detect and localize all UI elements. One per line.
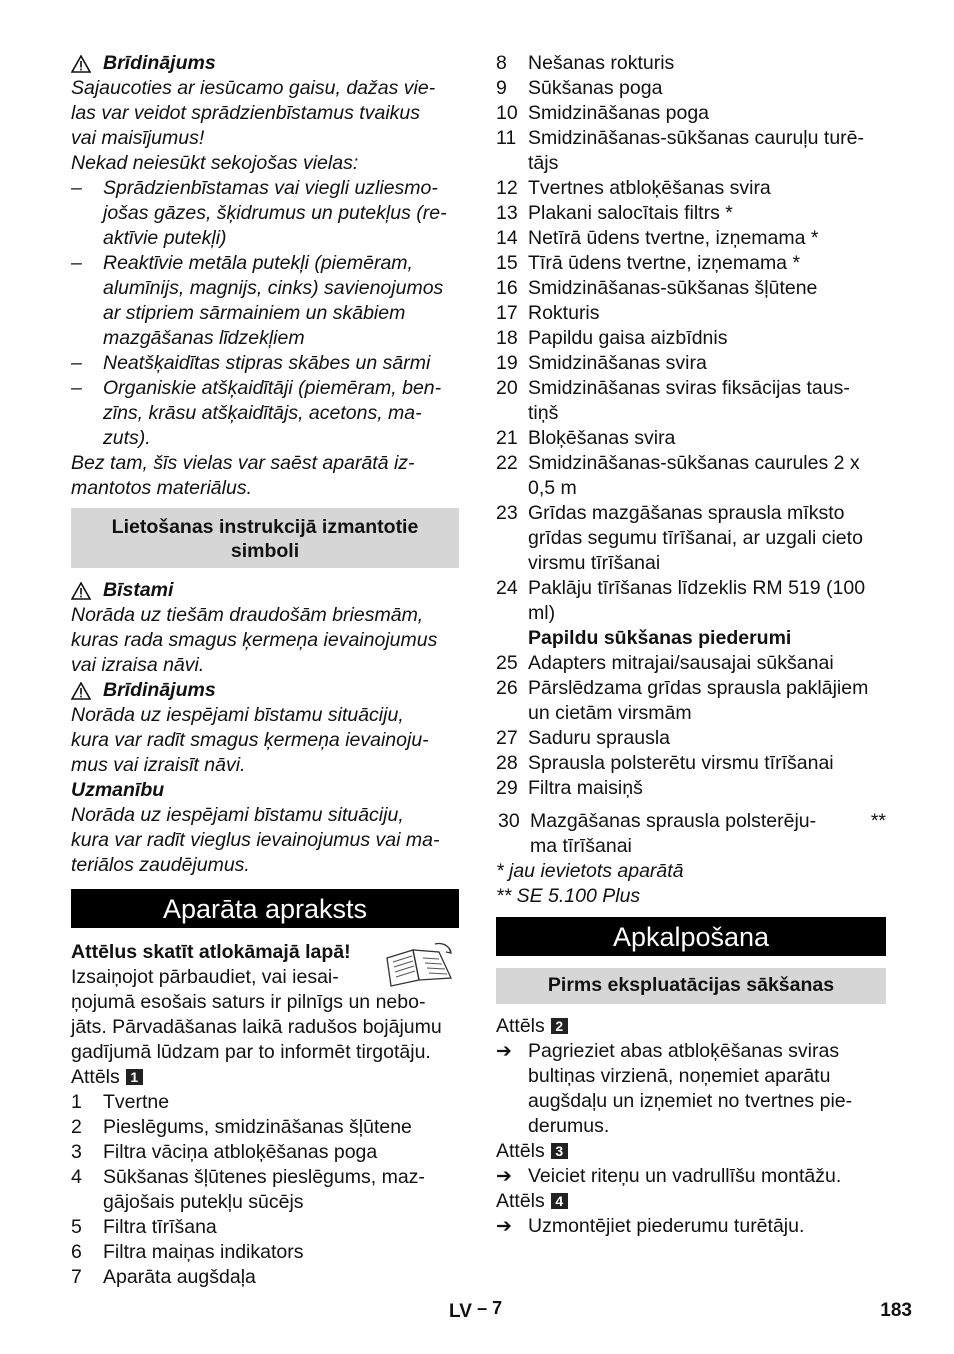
list-item: 6 Filtra maiņas indikators [71, 1241, 304, 1263]
intro-text: Izsaiņojot pārbaudiet, vai iesai- ņojumā esošais saturs ir pilnīgs un nebo- jāts. Pārvadāšanas laikā radušos bojājumu gadījumā lūdzam par to informēt tirgotāju. [71, 966, 442, 1063]
warning-triangle-icon [71, 682, 91, 700]
list-item: 1 Tvertne [71, 1091, 170, 1113]
list-item: 10 Smidzināšanas poga [496, 102, 710, 124]
list-item: 18 Papildu gaisa aizbīdnis [496, 327, 728, 349]
list-item: 19 Smidzināšanas svira [496, 352, 707, 374]
open-book-icon [379, 940, 459, 990]
list-item: 24 Paklāju tīrīšanas līdzeklis RM 519 (100 ml) [496, 577, 866, 624]
list-item: 7 Aparāta augšdaļa [71, 1266, 256, 1288]
warning-text: Sajaucoties ar iesūcamo gaisu, dažas vie- las var veidot sprādzienbīstamus tvaikus vai maisījumus! Nekad neiesūkt sekojošas vielas: [71, 77, 436, 174]
list-item: – Neatšķaidītas stipras skābes un sārmi [71, 352, 431, 374]
list-item: 14 Netīrā ūdens tvertne, izņemama * [496, 227, 819, 249]
left-column [71, 51, 459, 1290]
list-item: 29 Filtra maisiņš [496, 777, 643, 799]
footer-language: LV – 7 [449, 1298, 503, 1322]
figure-ref: Attēls 4 [496, 1189, 886, 1214]
before-use-heading: Pirms ekspluatācijas sākšanas [496, 968, 886, 1004]
list-item: 15 Tīrā ūdens tvertne, izņemama * [496, 252, 801, 274]
list-item: 3 Filtra vāciņa atbloķēšanas poga [71, 1141, 378, 1163]
list-item: 27 Saduru sprausla [496, 727, 671, 749]
list-item: – Organiskie atšķaidītāji (piemēram, ben- zīns, krāsu atšķaidītājs, acetons, ma- zuts). [71, 377, 442, 449]
list-item: 22 Smidzināšanas-sūkšanas caurules 2 x 0,5 m [496, 452, 860, 499]
list-item: 4 Sūkšanas šļūtenes pieslēgums, maz- gājošais putekļu sūcējs [71, 1166, 425, 1213]
intro-block [71, 940, 459, 1065]
figure-badge: 2 [551, 1018, 568, 1034]
list-item: 21 Bloķēšanas svira [496, 427, 676, 449]
list-item: 8 Nešanas rokturis [496, 52, 675, 74]
figure-ref: Attēls 2 [496, 1014, 886, 1039]
warning-after-text: Bez tam, šīs vielas var saēst aparātā iz- mantotos materiālus. [71, 452, 415, 499]
fold-note: Attēlus skatīt atlokāmajā lapā! [71, 941, 351, 963]
figure-ref: Attēls 3 [496, 1139, 886, 1164]
figure-badge: 4 [551, 1193, 568, 1209]
figure-badge: 3 [551, 1143, 568, 1159]
list-item: 17 Rokturis [496, 302, 600, 324]
figure-badge: 1 [126, 1069, 143, 1085]
list-item: 23 Grīdas mazgāšanas sprausla mīksto grīdas segumu tīrīšanai, ar uzgali cieto virsmu tīrīšanai [496, 502, 863, 574]
danger-text: Norāda uz tiešām draudošām briesmām, kuras rada smagus ķermeņa ievainojumus vai izraisa nāvi. [71, 604, 438, 676]
list-item: 12 Tvertnes atbloķēšanas svira [496, 177, 771, 199]
warning-title-2: Brīdinājums [71, 678, 459, 703]
instruction-step: ➔ Pagrieziet abas atbloķēšanas sviras bultiņas virzienā, noņemiet aparātu augšdaļu un izņemiet no tvertnes pie- derumus. [496, 1040, 853, 1137]
warning-triangle-icon [71, 582, 91, 600]
danger-title: Bīstami [71, 578, 459, 603]
list-item: 28 Sprausla polsterētu virsmu tīrīšanai [496, 752, 834, 774]
operation-heading: Apkalpošana [496, 917, 886, 956]
arrow-right-icon: ➔ [496, 1166, 512, 1187]
arrow-right-icon: ➔ [496, 1041, 512, 1062]
arrow-right-icon: ➔ [496, 1216, 512, 1237]
list-item: 26 Pārslēdzama grīdas sprausla paklājiem un cietām virsmām [496, 677, 869, 724]
list-item: 11 Smidzināšanas-sūkšanas cauruļu turē- tājs [496, 127, 864, 174]
list-item: 25 Adapters mitrajai/sausajai sūkšanai [496, 652, 834, 674]
right-column [496, 51, 886, 1239]
figure-ref: Attēls 1 [71, 1065, 459, 1090]
instruction-step: ➔ Uzmontējiet piederumu turētāju. [496, 1215, 805, 1237]
list-item: 20 Smidzināšanas sviras fiksācijas taus- tiņš [496, 377, 850, 424]
list-item: – Reaktīvie metāla putekļi (piemēram, alumīnijs, magnijs, cinks) savienojumos ar stipriem sārmainiem un skābiem mazgāšanas līdzekļiem [71, 252, 444, 349]
caution-text: Norāda uz iespējami bīstamu situāciju, kura var radīt vieglus ievainojumus vai ma- teriālos zaudējumus. [71, 804, 440, 876]
symbols-heading: Lietošanas instrukcijā izmantotie simboli [71, 508, 459, 568]
list-item: – Sprādzienbīstamas vai viegli uzliesmo- jošas gāzes, šķidrumus un putekļus (re- aktīvie putekļi) [71, 177, 447, 249]
accessories-heading: Papildu sūkšanas piederumi [528, 627, 792, 649]
warning-text-2: Norāda uz iespējami bīstamu situāciju, kura var radīt smagus ķermeņa ievainoju- mus vai izraisīt nāvi. [71, 704, 429, 776]
list-item: 9 Sūkšanas poga [496, 77, 663, 99]
warning-title: Brīdinājums [71, 51, 459, 76]
warning-triangle-icon [71, 55, 91, 73]
list-item: 16 Smidzināšanas-sūkšanas šļūtene [496, 277, 818, 299]
footnote: * jau ievietots aparātā [496, 860, 684, 882]
caution-title: Uzmanību [71, 779, 165, 801]
description-heading: Aparāta apraksts [71, 889, 459, 928]
list-item: 5 Filtra tīrīšana [71, 1216, 217, 1238]
list-item: 2 Pieslēgums, smidzināšanas šļūtene [71, 1116, 412, 1138]
footnote: ** SE 5.100 Plus [496, 885, 641, 907]
list-item: 30 Mazgāšanas sprausla polsterēju- ma tīrīšanai ** [498, 810, 886, 857]
instruction-step: ➔ Veiciet riteņu un vadrullīšu montāžu. [496, 1165, 842, 1187]
list-item: 13 Plakani salocītais filtrs * [496, 202, 733, 224]
page-number: 183 [880, 1300, 912, 1321]
